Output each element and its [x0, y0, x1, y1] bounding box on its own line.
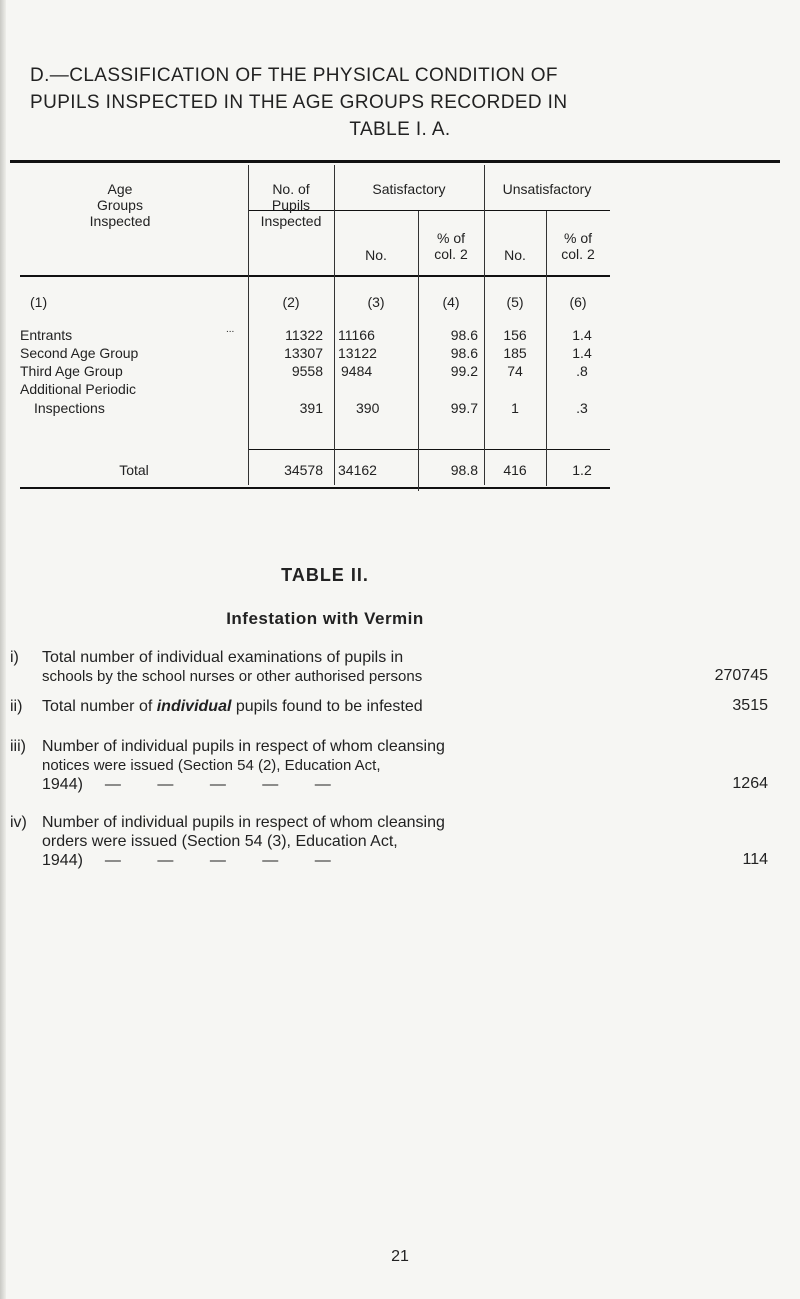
col-divider-2 [334, 165, 335, 485]
cell-unsat-pct: 1.4 [572, 327, 592, 343]
item-text [42, 737, 562, 794]
item-value: 1264 [732, 775, 768, 792]
header-text: Age [107, 181, 133, 197]
table-2-subtitle: Infestation with Vermin [226, 609, 424, 628]
header-text: Inspected [89, 213, 151, 229]
table-top-rule [10, 160, 780, 163]
col-number-1: (1) [30, 294, 48, 310]
table-2-title: TABLE II. [281, 565, 369, 585]
col-number-2: (2) [282, 294, 300, 310]
page-edge-shadow [0, 0, 6, 1299]
heading-line-1: D.—CLASSIFICATION OF THE PHYSICAL CONDITION OF [30, 65, 558, 86]
cell-sat-pct: 98.6 [450, 345, 478, 361]
header-satisfactory: Satisfactory [372, 181, 446, 197]
item-line: orders were issued (Section 54 (3), Education Act, [42, 833, 398, 850]
cell-pupils: 391 [299, 400, 323, 416]
total-sat-no: 34162 [338, 462, 377, 478]
cell-unsat-pct: 1.4 [572, 345, 592, 361]
row-label: Third Age Group [20, 363, 123, 379]
heading-line-2: PUPILS INSPECTED IN THE AGE GROUPS RECORDED IN [30, 92, 568, 113]
item-text [42, 813, 562, 870]
total-pupils: 34578 [284, 462, 323, 478]
item-line: Number of individual pupils in respect of whom cleansing [42, 738, 445, 755]
item-line [42, 775, 562, 794]
item-text [42, 697, 562, 716]
table-bottom-rule [20, 487, 610, 489]
item-value: 3515 [732, 697, 768, 714]
total-sat-pct: 98.8 [450, 462, 478, 478]
cell-unsat-no: 74 [507, 363, 523, 379]
cell-unsat-no: 1 [511, 400, 519, 416]
col-number-5: (5) [506, 294, 524, 310]
header-sat-no: No. [365, 247, 387, 263]
header-sat-pct [418, 230, 484, 262]
header-unsat-pct [546, 230, 610, 262]
row-label-continued: Inspections [34, 400, 105, 416]
item-year: 1944) [42, 776, 83, 793]
page-number: 21 [391, 1248, 409, 1265]
leader-dashes: — — — — — [104, 776, 347, 793]
cell-pupils: 9558 [291, 363, 323, 379]
cell-pupils: 11322 [285, 327, 323, 343]
cell-pupils: 13307 [284, 345, 323, 361]
item-number: i) [10, 649, 19, 666]
item-line: Total number of [42, 698, 157, 715]
cell-sat-pct: 99.2 [450, 363, 478, 379]
row-label: Additional Periodic [20, 381, 136, 397]
cell-unsat-pct: .8 [576, 363, 588, 379]
cell-sat-pct: 98.6 [450, 327, 478, 343]
cell-unsat-pct: .3 [576, 400, 588, 416]
item-emphasis: individual [156, 698, 232, 715]
leader-dots: ... [226, 324, 235, 335]
header-age-groups [20, 181, 220, 229]
heading-line-3: TABLE I. A. [349, 119, 451, 140]
header-unsat-no: No. [504, 247, 526, 263]
item-number: iv) [10, 814, 27, 831]
header-bottom-rule [20, 275, 610, 277]
header-text: Groups [97, 197, 143, 213]
item-year: 1944) [42, 852, 83, 869]
total-unsat-no: 416 [503, 462, 527, 478]
col-number-3: (3) [367, 294, 385, 310]
item-line: Total number of individual examinations of pupils in [42, 649, 404, 666]
cell-sat-pct: 99.7 [450, 400, 478, 416]
total-top-rule [248, 449, 610, 450]
cell-sat-no: 390 [356, 400, 380, 416]
cell-sat-no: 11166 [338, 327, 375, 343]
item-line: Number of individual pupils in respect of whom cleansing [42, 814, 445, 831]
col-divider-4 [484, 165, 485, 485]
item-text [42, 648, 562, 686]
header-text: Pupils [271, 197, 311, 213]
cell-unsat-no: 185 [503, 345, 527, 361]
item-line: notices were issued (Section 54 (2), Education Act, [42, 757, 381, 774]
item-number: iii) [10, 738, 26, 755]
item-line: schools by the school nurses or other authorised persons [42, 668, 423, 685]
header-text: % of [436, 230, 465, 246]
header-unsatisfactory: Unsatisfactory [502, 181, 592, 197]
total-label: Total [119, 462, 149, 478]
header-pupils-inspected [248, 181, 334, 229]
cell-unsat-no: 156 [503, 327, 527, 343]
leader-dashes: — — — — — [104, 852, 347, 869]
header-text: Inspected [260, 213, 322, 229]
cell-sat-no: 9484 [341, 363, 373, 379]
row-label: Entrants [20, 327, 73, 343]
col-number-6: (6) [569, 294, 587, 310]
item-value: 270745 [714, 667, 768, 684]
header-text: col. 2 [561, 246, 595, 262]
row-label: Second Age Group [20, 345, 139, 361]
item-number: ii) [10, 698, 23, 715]
cell-sat-no: 13122 [338, 345, 377, 361]
item-line [42, 851, 562, 870]
section-heading [30, 62, 770, 143]
header-text: % of [563, 230, 592, 246]
header-text: No. of [272, 181, 310, 197]
item-line: pupils found to be infested [231, 698, 423, 715]
header-text: col. 2 [434, 246, 468, 262]
total-unsat-pct: 1.2 [572, 462, 592, 478]
col-number-4: (4) [442, 294, 460, 310]
item-value: 114 [742, 851, 768, 868]
